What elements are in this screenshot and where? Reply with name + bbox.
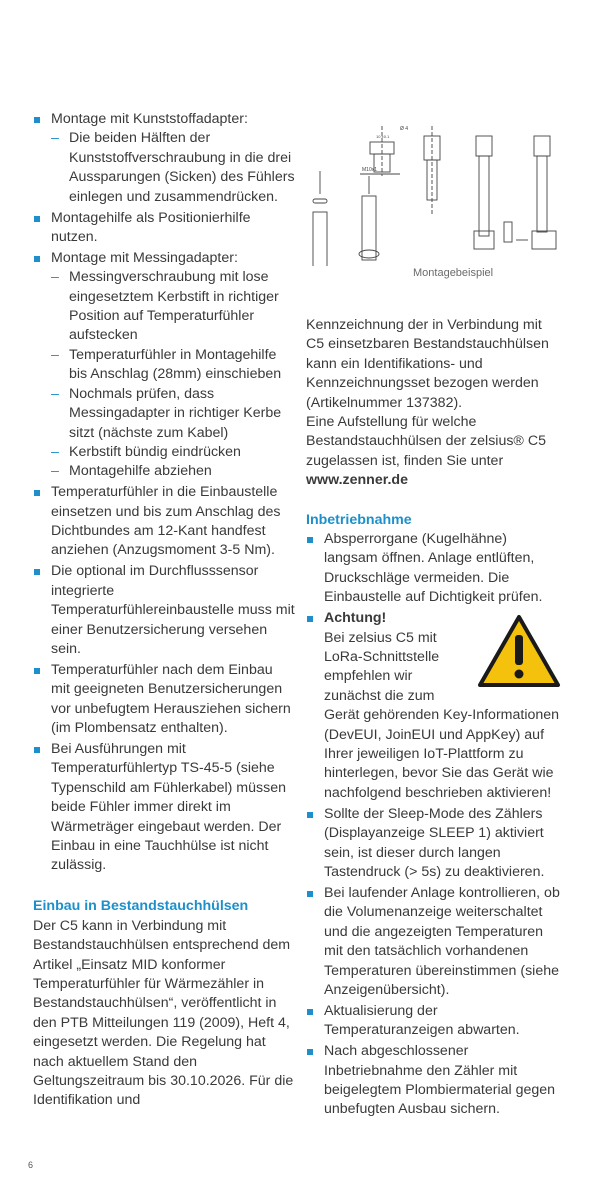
commissioning-list bbox=[306, 530, 562, 1120]
list-item: Die optional im Durchflusssensor integrierte Temperaturfühlereinbaustelle muss mit einer Benutzersicherung versehen sein. bbox=[33, 562, 295, 659]
sub-list-item: – Montagehilfe abziehen bbox=[51, 462, 295, 481]
sub-list-item: – Die beiden Hälften der Kunststoffverschraubung in die drei Aussparungen (Sicken) des Fühlers einlegen und zusammendrücken. bbox=[51, 129, 295, 207]
section-heading-commissioning: Inbetriebnahme bbox=[306, 511, 412, 528]
list-item: Montage mit Messingadapter: – Messingverschraubung mit lose eingesetztem Kerbstift in richtiger Position auf Temperaturfühler aufstecken – Temperaturfühler in Montagehilfe bis Anschlag (28mm) einschieben – Nochmals prüfen, dass Messingadapter in richtiger Kerbe sitzt (nächste zum Kabel) – Kerbstift bündig eindrücken – Montagehilfe abziehen bbox=[33, 249, 295, 482]
website-link[interactable]: www.zenner.de bbox=[306, 472, 408, 489]
list-item: Absperrorgane (Kugelhähne) langsam öffnen. Anlage entlüften, Druckschläge vermeiden. Die Einbaustelle auf Dichtigkeit prüfen. bbox=[306, 530, 562, 608]
spacer bbox=[306, 491, 562, 511]
warning-text: Bei zelsius C5 mit LoRa-Schnittstelle empfehlen wir zunächst die zum Gerät gehörenden Key-Informationen (DevEUI, JoinEUI und AppKey) auf Ihrer jeweiligen IoT-Plattform zu hinterlegen, bevor Sie das Gerät wie nachfolgend beschrieben aktivieren! bbox=[324, 629, 560, 801]
spacer bbox=[33, 877, 295, 897]
figure-caption: Montagebeispiel bbox=[413, 267, 494, 279]
list-item: Montagehilfe als Positionierhilfe nutzen. bbox=[33, 209, 295, 248]
sub-list bbox=[51, 129, 295, 207]
paragraph: Eine Aufstellung für welche Bestandstauchhülsen der zelsius® C5 zugelassen ist, finden Sie unter bbox=[306, 414, 546, 469]
page-number: 6 bbox=[28, 1160, 34, 1170]
sub-list-item: – Kerbstift bündig eindrücken bbox=[51, 443, 295, 462]
sub-list-item: – Temperaturfühler in Montagehilfe bis Anschlag (28mm) einschieben bbox=[51, 346, 295, 385]
diameter-label: Ø 4 bbox=[400, 126, 409, 132]
list-item: Nach abgeschlossener Inbetriebnahme den Zähler mit beigelegtem Plombiermaterial gegen unbefugten Ausbau sichern. bbox=[306, 1042, 562, 1120]
sub-list-item: – Messingverschraubung mit lose eingesetztem Kerbstift in richtiger Position auf Temperaturfühler aufstecken bbox=[51, 268, 295, 346]
dimension-label: 10 ±0.1 bbox=[376, 134, 390, 139]
thread-label: M10x1 bbox=[362, 167, 378, 173]
list-item: Temperaturfühler in die Einbaustelle einsetzen und bis zum Anschlag des Dichtbundes am 12-Kant handfest anziehen (Anzugsmoment 3-5 Nm). bbox=[33, 483, 295, 561]
list-item: Aktualisierung der Temperaturanzeigen abwarten. bbox=[306, 1002, 562, 1041]
list-item: Montage mit Kunststoffadapter: – Die beiden Hälften der Kunststoffverschraubung in die drei Aussparungen (Sicken) des Fühlers einlegen und zusammendrücken. bbox=[33, 110, 295, 207]
warning-triangle-icon bbox=[476, 613, 562, 689]
assembly-list bbox=[33, 110, 295, 876]
paragraph: Der C5 kann in Verbindung mit Bestandstauchhülsen entsprechend dem Artikel „Einsatz MID konformer Temperaturfühler für Wärmezähler in Bestandstauchhülsen“, veröffentlicht in den PTB Mitteilungen 119 (2009), Heft 4, eingesetzt werden. Die Regelung hat nach aktuellem Stand den Geltungszeitraum bis 30.10.2026. Für die Identifikation und bbox=[33, 917, 294, 1109]
section-heading-existing-wells: Einbau in Bestandstauchhülsen bbox=[33, 898, 249, 915]
sub-list bbox=[51, 268, 295, 481]
left-column bbox=[33, 110, 295, 1111]
warning-title: Achtung! bbox=[324, 610, 387, 627]
sub-list-item: – Nochmals prüfen, dass Messingadapter in richtiger Kerbe sitzt (nächste zum Kabel) bbox=[51, 385, 295, 443]
list-item: Bei laufender Anlage kontrollieren, ob die Volumenanzeige weiterschaltet und die angezeigten Temperaturen mit den tatsächlich vorhandenen Temperaturen übereinstimmen (siehe Anzeigenübersicht). bbox=[306, 884, 562, 1000]
list-item: Sollte der Sleep-Mode des Zählers (Displayanzeige SLEEP 1) aktiviert sein, ist dieser durch langen Tastendruck (> 5s) zu deaktivieren. bbox=[306, 805, 562, 883]
warning-list-item bbox=[306, 609, 562, 803]
list-item: Temperaturfühler nach dem Einbau mit geeigneten Benutzersicherungen vor unbefugtem Herausziehen sichern (im Plombensatz enthalten). bbox=[33, 661, 295, 739]
list-item: Bei Ausführungen mit Temperaturfühlertyp TS-45-5 (siehe Typenschild am Fühlerkabel) müssen beide Fühler immer direkt im Wärmeträger eingebaut werden. Der Einbau in eine Tauchhülse ist nicht zulässig. bbox=[33, 740, 295, 876]
right-column bbox=[306, 316, 562, 1121]
mounting-diagram bbox=[304, 116, 569, 266]
paragraph: Kennzeichnung der in Verbindung mit C5 einsetzbaren Bestandstauchhülsen kann ein Identifikations- und Kennzeichnungsset bezogen werden (Artikelnummer 137382). bbox=[306, 317, 549, 411]
